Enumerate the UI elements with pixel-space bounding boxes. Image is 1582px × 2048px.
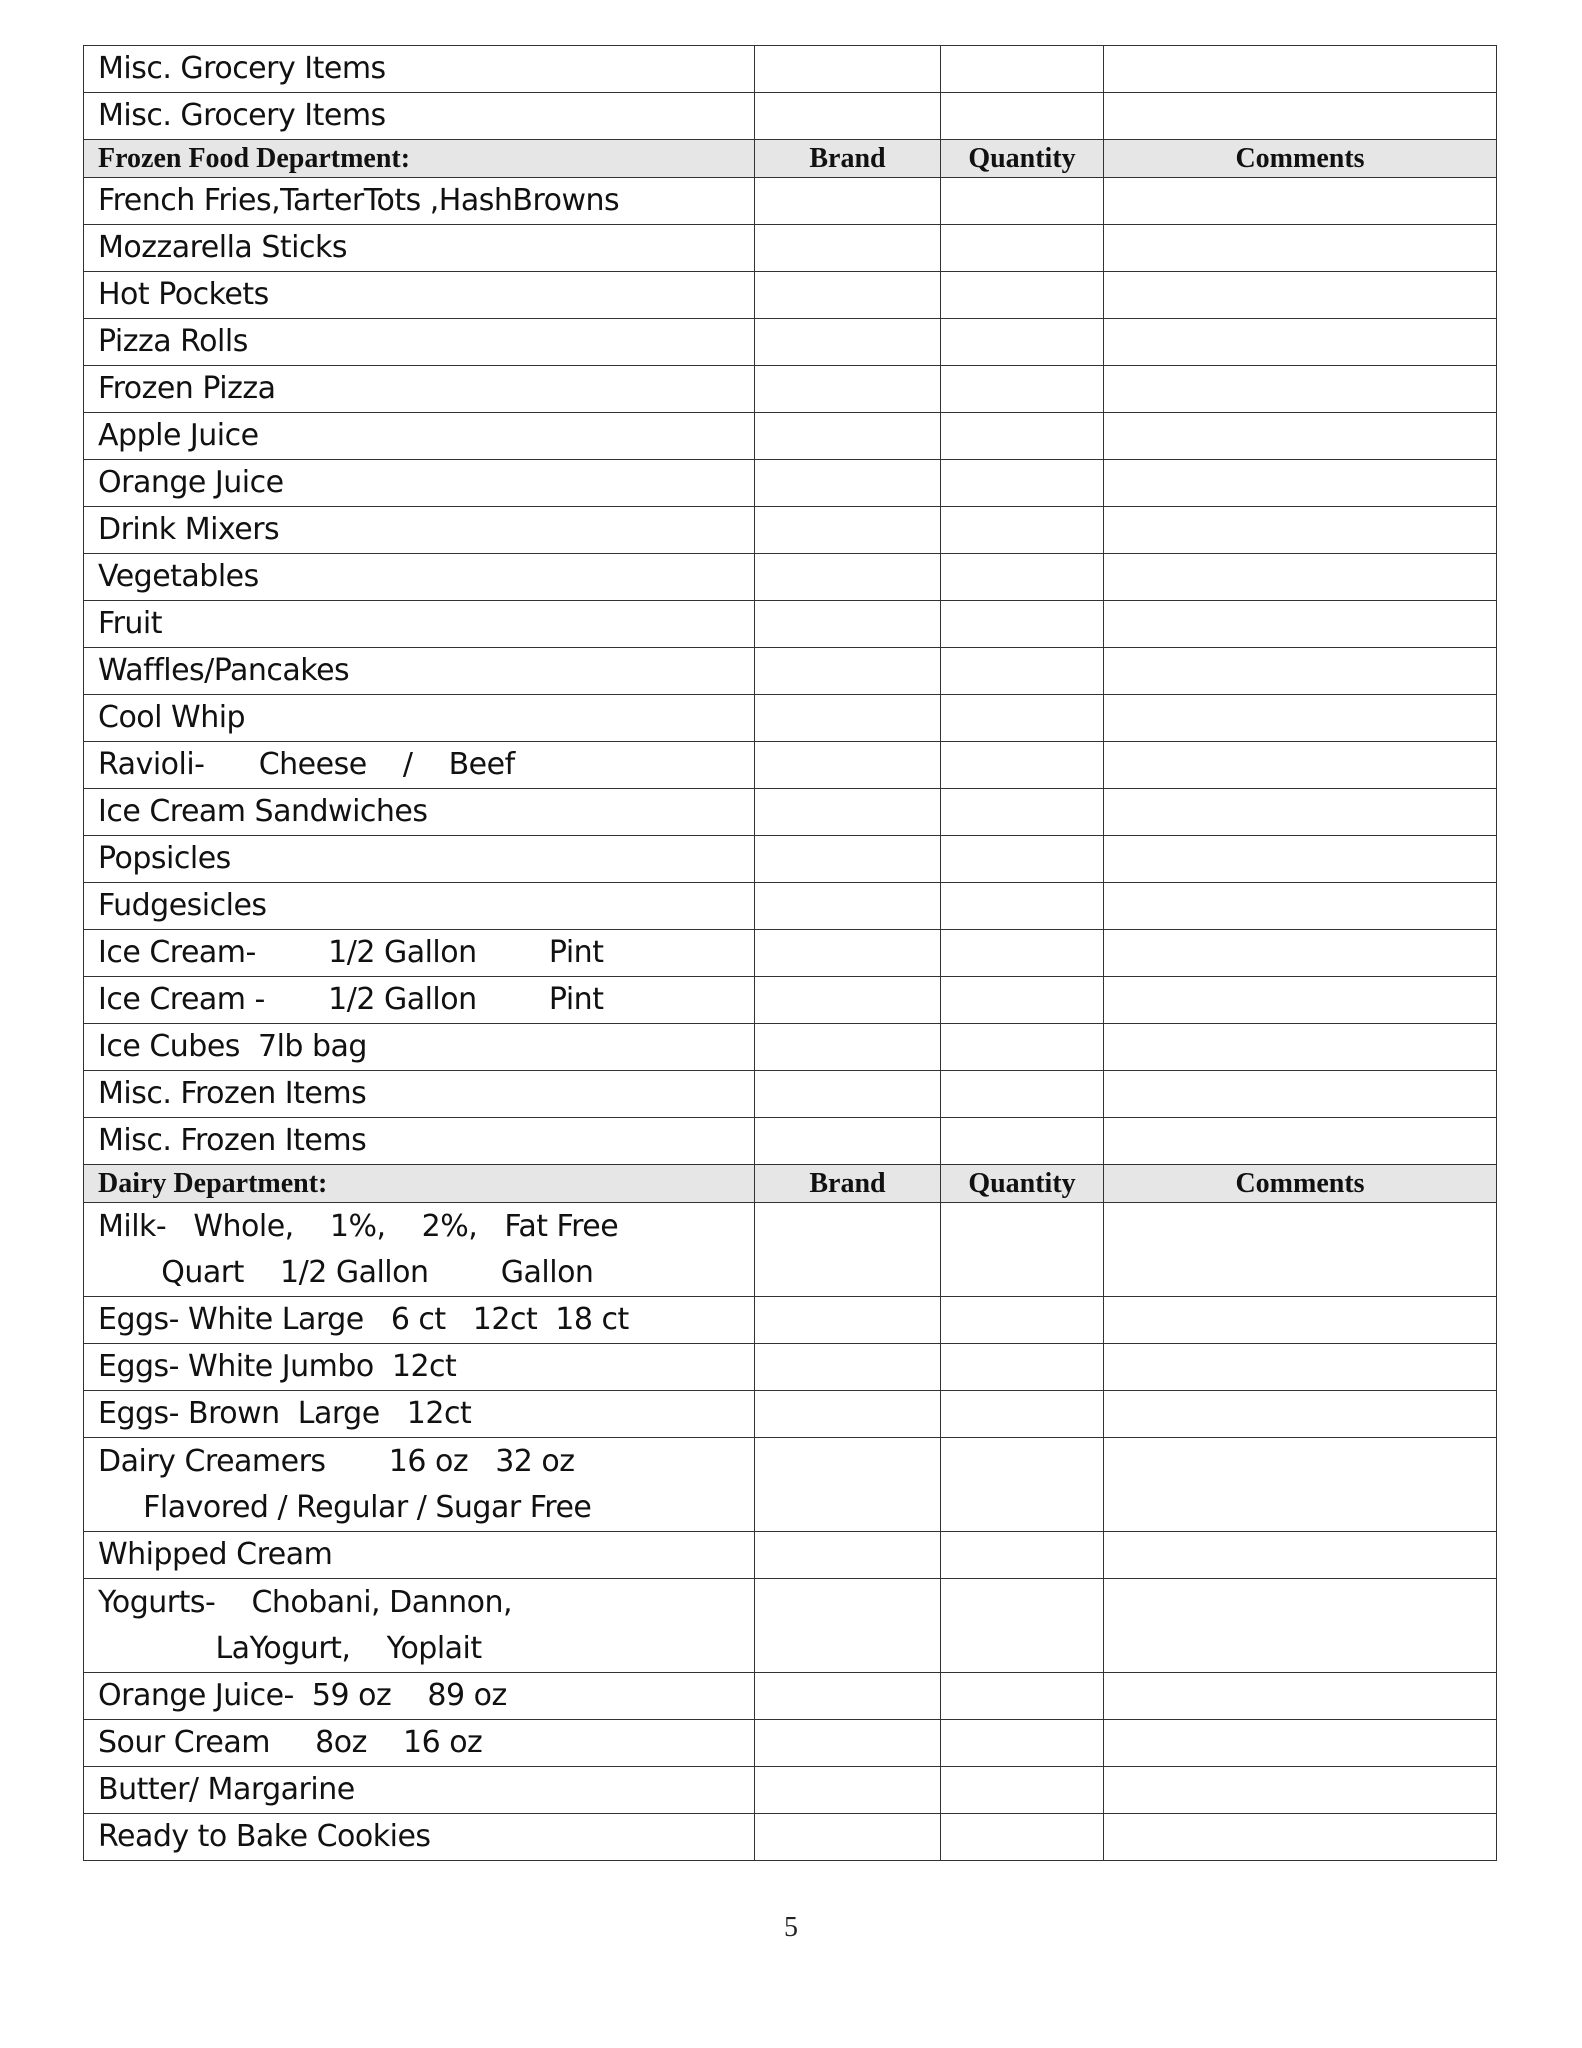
section-title: Dairy Department: bbox=[84, 1165, 755, 1203]
comments-cell[interactable] bbox=[1104, 46, 1497, 93]
item-cell bbox=[84, 1391, 755, 1438]
item-cell bbox=[84, 977, 755, 1024]
item-cell bbox=[84, 1720, 755, 1767]
item-cell bbox=[84, 1071, 755, 1118]
item-label: Misc. Grocery Items bbox=[98, 98, 386, 133]
grocery-item-row bbox=[84, 93, 1497, 140]
item-cell bbox=[84, 1579, 755, 1673]
frozen-item-row bbox=[84, 554, 1497, 601]
quantity-header: Quantity bbox=[941, 140, 1104, 178]
item-cell bbox=[84, 1297, 755, 1344]
item-label: Cool Whip bbox=[98, 700, 246, 735]
brand-cell[interactable] bbox=[755, 46, 941, 93]
frozen-item-row bbox=[84, 507, 1497, 554]
item-cell bbox=[84, 46, 755, 93]
item-label: Mozzarella Sticks bbox=[98, 230, 347, 265]
comments-cell[interactable] bbox=[1104, 1720, 1497, 1767]
comments-header: Comments bbox=[1104, 1165, 1497, 1203]
item-label: Whipped Cream bbox=[98, 1537, 333, 1572]
dairy-item-row bbox=[84, 1532, 1497, 1579]
frozen-item-row bbox=[84, 319, 1497, 366]
dairy-section-header bbox=[84, 1165, 1497, 1203]
comments-cell[interactable] bbox=[1104, 1767, 1497, 1814]
item-cell bbox=[84, 836, 755, 883]
item-cell bbox=[84, 507, 755, 554]
comments-cell[interactable] bbox=[1104, 366, 1497, 413]
item-cell bbox=[84, 742, 755, 789]
quantity-cell[interactable] bbox=[941, 366, 1104, 413]
quantity-cell[interactable] bbox=[941, 836, 1104, 883]
comments-cell[interactable] bbox=[1104, 1579, 1497, 1673]
brand-cell[interactable] bbox=[755, 883, 941, 930]
item-label: Ice Cream Sandwiches bbox=[98, 794, 428, 829]
dairy-item-row bbox=[84, 1344, 1497, 1391]
comments-cell[interactable] bbox=[1104, 272, 1497, 319]
frozen-item-row bbox=[84, 1118, 1497, 1165]
comments-cell[interactable] bbox=[1104, 319, 1497, 366]
item-cell bbox=[84, 601, 755, 648]
comments-cell[interactable] bbox=[1104, 1071, 1497, 1118]
frozen-item-row bbox=[84, 601, 1497, 648]
item-label: Waffles/Pancakes bbox=[98, 653, 350, 688]
frozen-item-row bbox=[84, 742, 1497, 789]
quantity-cell[interactable] bbox=[941, 1720, 1104, 1767]
quantity-header: Quantity bbox=[941, 1165, 1104, 1203]
brand-cell[interactable] bbox=[755, 1203, 941, 1297]
quantity-cell[interactable] bbox=[941, 319, 1104, 366]
item-label: Eggs- White Jumbo 12ct bbox=[98, 1349, 457, 1384]
frozen-item-row bbox=[84, 930, 1497, 977]
dairy-item-row bbox=[84, 1720, 1497, 1767]
item-cell bbox=[84, 554, 755, 601]
comments-cell[interactable] bbox=[1104, 977, 1497, 1024]
item-cell bbox=[84, 1118, 755, 1165]
quantity-cell[interactable] bbox=[941, 648, 1104, 695]
item-cell bbox=[84, 930, 755, 977]
brand-cell[interactable] bbox=[755, 1814, 941, 1861]
frozen-item-row bbox=[84, 413, 1497, 460]
quantity-cell[interactable] bbox=[941, 554, 1104, 601]
item-label: Milk- Whole, 1%, 2%, Fat Free bbox=[98, 1208, 619, 1244]
item-label: Ice Cream - 1/2 Gallon Pint bbox=[98, 982, 604, 1017]
comments-cell[interactable] bbox=[1104, 93, 1497, 140]
item-cell bbox=[84, 93, 755, 140]
brand-cell[interactable] bbox=[755, 930, 941, 977]
item-label: Misc. Frozen Items bbox=[98, 1076, 367, 1111]
quantity-cell[interactable] bbox=[941, 930, 1104, 977]
brand-cell[interactable] bbox=[755, 460, 941, 507]
brand-header: Brand bbox=[755, 1165, 941, 1203]
item-cell bbox=[84, 1438, 755, 1532]
item-cell bbox=[84, 1203, 755, 1297]
quantity-cell[interactable] bbox=[941, 1438, 1104, 1532]
dairy-item-row bbox=[84, 1203, 1497, 1297]
comments-cell[interactable] bbox=[1104, 601, 1497, 648]
item-label: Popsicles bbox=[98, 841, 231, 876]
frozen-item-row bbox=[84, 225, 1497, 272]
section-title: Frozen Food Department: bbox=[84, 140, 755, 178]
frozen-item-row bbox=[84, 977, 1497, 1024]
item-label: Apple Juice bbox=[98, 418, 259, 453]
comments-cell[interactable] bbox=[1104, 789, 1497, 836]
quantity-cell[interactable] bbox=[941, 1814, 1104, 1861]
item-label: Vegetables bbox=[98, 559, 259, 594]
brand-cell[interactable] bbox=[755, 1673, 941, 1720]
item-label: Sour Cream 8oz 16 oz bbox=[98, 1725, 483, 1760]
comments-cell[interactable] bbox=[1104, 225, 1497, 272]
brand-cell[interactable] bbox=[755, 789, 941, 836]
brand-cell[interactable] bbox=[755, 1532, 941, 1579]
dairy-item-row bbox=[84, 1673, 1497, 1720]
brand-cell[interactable] bbox=[755, 1344, 941, 1391]
brand-cell[interactable] bbox=[755, 1297, 941, 1344]
item-label: Ready to Bake Cookies bbox=[98, 1819, 431, 1854]
item-label: Fruit bbox=[98, 606, 163, 641]
shopping-list-table bbox=[83, 45, 1497, 1861]
comments-cell[interactable] bbox=[1104, 695, 1497, 742]
brand-cell[interactable] bbox=[755, 1391, 941, 1438]
item-label: Orange Juice bbox=[98, 465, 284, 500]
comments-cell[interactable] bbox=[1104, 648, 1497, 695]
item-label: Misc. Grocery Items bbox=[98, 51, 386, 86]
brand-cell[interactable] bbox=[755, 272, 941, 319]
quantity-cell[interactable] bbox=[941, 1673, 1104, 1720]
comments-cell[interactable] bbox=[1104, 1814, 1497, 1861]
quantity-cell[interactable] bbox=[941, 789, 1104, 836]
item-label: Fudgesicles bbox=[98, 888, 267, 923]
item-label: LaYogurt, Yoplait bbox=[98, 1630, 482, 1666]
comments-cell[interactable] bbox=[1104, 1391, 1497, 1438]
quantity-cell[interactable] bbox=[941, 46, 1104, 93]
dairy-item-row bbox=[84, 1438, 1497, 1532]
brand-cell[interactable] bbox=[755, 413, 941, 460]
brand-cell[interactable] bbox=[755, 1024, 941, 1071]
frozen-item-row bbox=[84, 836, 1497, 883]
item-cell bbox=[84, 1673, 755, 1720]
comments-cell[interactable] bbox=[1104, 930, 1497, 977]
quantity-cell[interactable] bbox=[941, 742, 1104, 789]
frozen-item-row bbox=[84, 178, 1497, 225]
item-cell bbox=[84, 1814, 755, 1861]
quantity-cell[interactable] bbox=[941, 1391, 1104, 1438]
item-label: Dairy Creamers 16 oz 32 oz bbox=[98, 1443, 575, 1479]
brand-header: Brand bbox=[755, 140, 941, 178]
brand-cell[interactable] bbox=[755, 1118, 941, 1165]
quantity-cell[interactable] bbox=[941, 460, 1104, 507]
brand-cell[interactable] bbox=[755, 1767, 941, 1814]
item-cell bbox=[84, 1344, 755, 1391]
quantity-cell[interactable] bbox=[941, 1118, 1104, 1165]
item-cell bbox=[84, 648, 755, 695]
quantity-cell[interactable] bbox=[941, 1344, 1104, 1391]
item-cell bbox=[84, 1024, 755, 1071]
brand-cell[interactable] bbox=[755, 977, 941, 1024]
item-label: Hot Pockets bbox=[98, 277, 269, 312]
item-cell bbox=[84, 695, 755, 742]
item-label: Eggs- Brown Large 12ct bbox=[98, 1396, 472, 1431]
item-cell bbox=[84, 1532, 755, 1579]
comments-cell[interactable] bbox=[1104, 1024, 1497, 1071]
item-cell bbox=[84, 460, 755, 507]
frozen-item-row bbox=[84, 695, 1497, 742]
item-cell bbox=[84, 178, 755, 225]
comments-cell[interactable] bbox=[1104, 460, 1497, 507]
frozen-item-row bbox=[84, 366, 1497, 413]
frozen-item-row bbox=[84, 789, 1497, 836]
comments-cell[interactable] bbox=[1104, 836, 1497, 883]
dairy-item-row bbox=[84, 1391, 1497, 1438]
comments-cell[interactable] bbox=[1104, 1118, 1497, 1165]
item-cell bbox=[84, 319, 755, 366]
item-label: Ice Cream- 1/2 Gallon Pint bbox=[98, 935, 604, 970]
comments-cell[interactable] bbox=[1104, 554, 1497, 601]
page-number: 5 bbox=[784, 1912, 798, 1943]
brand-cell[interactable] bbox=[755, 1720, 941, 1767]
brand-cell[interactable] bbox=[755, 225, 941, 272]
brand-cell[interactable] bbox=[755, 648, 941, 695]
item-label: Orange Juice- 59 oz 89 oz bbox=[98, 1678, 507, 1713]
quantity-cell[interactable] bbox=[941, 883, 1104, 930]
quantity-cell[interactable] bbox=[941, 1767, 1104, 1814]
comments-cell[interactable] bbox=[1104, 507, 1497, 554]
frozen-item-row bbox=[84, 1071, 1497, 1118]
quantity-cell[interactable] bbox=[941, 93, 1104, 140]
quantity-cell[interactable] bbox=[941, 695, 1104, 742]
item-label: Quart 1/2 Gallon Gallon bbox=[98, 1254, 594, 1290]
quantity-cell[interactable] bbox=[941, 601, 1104, 648]
item-label: Pizza Rolls bbox=[98, 324, 248, 359]
brand-cell[interactable] bbox=[755, 1579, 941, 1673]
item-label: Ice Cubes 7lb bag bbox=[98, 1029, 367, 1064]
item-label: Eggs- White Large 6 ct 12ct 18 ct bbox=[98, 1302, 629, 1337]
brand-cell[interactable] bbox=[755, 601, 941, 648]
quantity-cell[interactable] bbox=[941, 1297, 1104, 1344]
item-cell bbox=[84, 883, 755, 930]
brand-cell[interactable] bbox=[755, 836, 941, 883]
comments-cell[interactable] bbox=[1104, 178, 1497, 225]
brand-cell[interactable] bbox=[755, 742, 941, 789]
frozen-section-header bbox=[84, 140, 1497, 178]
frozen-item-row bbox=[84, 883, 1497, 930]
comments-cell[interactable] bbox=[1104, 1438, 1497, 1532]
grocery-item-row bbox=[84, 46, 1497, 93]
quantity-cell[interactable] bbox=[941, 1579, 1104, 1673]
brand-cell[interactable] bbox=[755, 178, 941, 225]
quantity-cell[interactable] bbox=[941, 178, 1104, 225]
item-cell bbox=[84, 1767, 755, 1814]
item-cell bbox=[84, 225, 755, 272]
dairy-item-row bbox=[84, 1297, 1497, 1344]
item-label: Misc. Frozen Items bbox=[98, 1123, 367, 1158]
comments-header: Comments bbox=[1104, 140, 1497, 178]
quantity-cell[interactable] bbox=[941, 1532, 1104, 1579]
comments-cell[interactable] bbox=[1104, 742, 1497, 789]
frozen-item-row bbox=[84, 648, 1497, 695]
item-label: French Fries,TarterTots ,HashBrowns bbox=[98, 183, 620, 218]
dairy-item-row bbox=[84, 1767, 1497, 1814]
dairy-item-row bbox=[84, 1579, 1497, 1673]
item-label: Frozen Pizza bbox=[98, 371, 276, 406]
item-label: Drink Mixers bbox=[98, 512, 280, 547]
quantity-cell[interactable] bbox=[941, 413, 1104, 460]
comments-cell[interactable] bbox=[1104, 1673, 1497, 1720]
frozen-item-row bbox=[84, 460, 1497, 507]
comments-cell[interactable] bbox=[1104, 1532, 1497, 1579]
item-label: Ravioli- Cheese / Beef bbox=[98, 747, 515, 782]
brand-cell[interactable] bbox=[755, 554, 941, 601]
frozen-item-row bbox=[84, 1024, 1497, 1071]
item-label: Flavored / Regular / Sugar Free bbox=[98, 1489, 592, 1525]
quantity-cell[interactable] bbox=[941, 1203, 1104, 1297]
frozen-item-row bbox=[84, 272, 1497, 319]
brand-cell[interactable] bbox=[755, 366, 941, 413]
brand-cell[interactable] bbox=[755, 1438, 941, 1532]
quantity-cell[interactable] bbox=[941, 507, 1104, 554]
brand-cell[interactable] bbox=[755, 1071, 941, 1118]
item-cell bbox=[84, 366, 755, 413]
quantity-cell[interactable] bbox=[941, 1071, 1104, 1118]
item-cell bbox=[84, 413, 755, 460]
quantity-cell[interactable] bbox=[941, 977, 1104, 1024]
comments-cell[interactable] bbox=[1104, 1344, 1497, 1391]
quantity-cell[interactable] bbox=[941, 1024, 1104, 1071]
brand-cell[interactable] bbox=[755, 93, 941, 140]
item-cell bbox=[84, 789, 755, 836]
brand-cell[interactable] bbox=[755, 695, 941, 742]
quantity-cell[interactable] bbox=[941, 225, 1104, 272]
comments-cell[interactable] bbox=[1104, 1297, 1497, 1344]
dairy-item-row bbox=[84, 1814, 1497, 1861]
comments-cell[interactable] bbox=[1104, 1203, 1497, 1297]
item-label: Yogurts- Chobani, Dannon, bbox=[98, 1584, 513, 1620]
comments-cell[interactable] bbox=[1104, 413, 1497, 460]
item-cell bbox=[84, 272, 755, 319]
quantity-cell[interactable] bbox=[941, 272, 1104, 319]
item-label: Butter/ Margarine bbox=[98, 1772, 355, 1807]
brand-cell[interactable] bbox=[755, 319, 941, 366]
brand-cell[interactable] bbox=[755, 507, 941, 554]
comments-cell[interactable] bbox=[1104, 883, 1497, 930]
